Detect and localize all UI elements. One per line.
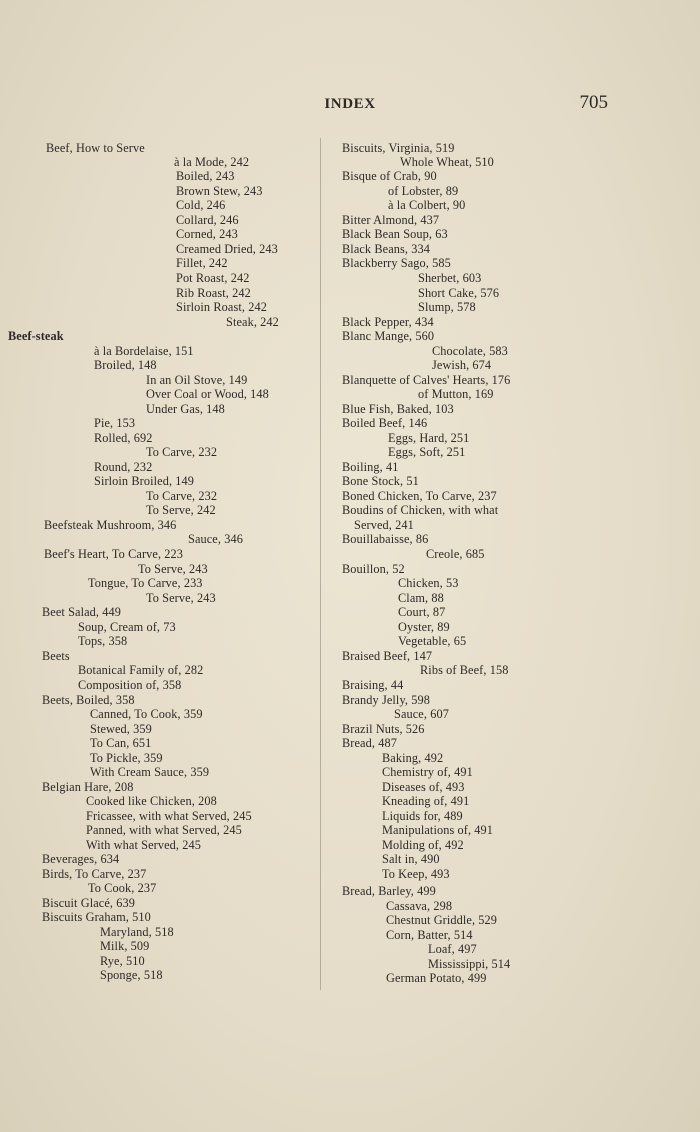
index-entry: To Cook, 237 xyxy=(88,881,157,895)
index-entry: Panned, with what Served, 245 xyxy=(86,823,242,837)
index-entry: Sherbet, 603 xyxy=(418,271,482,285)
index-entry: Sponge, 518 xyxy=(100,968,163,982)
index-entry: Beets xyxy=(42,649,70,663)
index-entry: Boudins of Chicken, with what xyxy=(342,503,499,517)
index-entry: à la Colbert, 90 xyxy=(388,198,466,212)
index-entry: Kneading of, 491 xyxy=(382,794,470,808)
index-entry: Black Pepper, 434 xyxy=(342,315,434,329)
index-entry: To Serve, 243 xyxy=(138,562,208,576)
index-entry: Beet Salad, 449 xyxy=(42,605,122,619)
index-entry: Bitter Almond, 437 xyxy=(342,213,440,227)
index-entry: Broiled, 148 xyxy=(94,358,157,372)
index-entry: Black Bean Soup, 63 xyxy=(342,227,448,241)
index-entry: Biscuit Glacé, 639 xyxy=(42,896,135,910)
index-entry: Creamed Dried, 243 xyxy=(176,242,278,256)
index-entry: Fricassee, with what Served, 245 xyxy=(86,809,252,823)
index-entry: Biscuits, Virginia, 519 xyxy=(342,141,455,155)
index-entry: Rye, 510 xyxy=(100,954,145,968)
index-entry: Mississippi, 514 xyxy=(428,957,511,971)
index-entry: Collard, 246 xyxy=(176,213,239,227)
index-entry: Milk, 509 xyxy=(100,939,150,953)
index-entry: To Serve, 243 xyxy=(146,591,216,605)
index-entry: Bouillon, 52 xyxy=(342,562,405,576)
index-entry: Short Cake, 576 xyxy=(418,286,500,300)
index-entry: Loaf, 497 xyxy=(428,942,477,956)
index-entry: Cold, 246 xyxy=(176,198,226,212)
index-entry: Tops, 358 xyxy=(78,634,128,648)
index-entry: of Lobster, 89 xyxy=(388,184,459,198)
index-entry: Blanquette of Calves' Hearts, 176 xyxy=(342,373,511,387)
index-entry: Chicken, 53 xyxy=(398,576,459,590)
index-entry: Clam, 88 xyxy=(398,591,444,605)
index-entry: Corn, Batter, 514 xyxy=(386,928,473,942)
index-entry: Maryland, 518 xyxy=(100,925,174,939)
index-entry: à la Mode, 242 xyxy=(174,155,250,169)
index-entry: Eggs, Soft, 251 xyxy=(388,445,466,459)
index-entry: Court, 87 xyxy=(398,605,446,619)
index-entry: Over Coal or Wood, 148 xyxy=(146,387,269,401)
index-entry: Birds, To Carve, 237 xyxy=(42,867,147,881)
index-entry: Bisque of Crab, 90 xyxy=(342,169,437,183)
index-entry: Beef's Heart, To Carve, 223 xyxy=(44,547,184,561)
index-entry: Creole, 685 xyxy=(426,547,485,561)
index-entry: Cassava, 298 xyxy=(386,899,453,913)
index-entry: Sirloin Broiled, 149 xyxy=(94,474,195,488)
index-entry: Boiled Beef, 146 xyxy=(342,416,428,430)
index-entry: Stewed, 359 xyxy=(90,722,152,736)
index-entry: Biscuits Graham, 510 xyxy=(42,910,151,924)
index-entry: à la Bordelaise, 151 xyxy=(94,344,194,358)
index-entry: Beets, Boiled, 358 xyxy=(42,693,135,707)
index-entry: Blue Fish, Baked, 103 xyxy=(342,402,454,416)
index-entry: Salt in, 490 xyxy=(382,852,440,866)
index-entry: Sirloin Roast, 242 xyxy=(176,300,267,314)
index-entry: Braised Beef, 147 xyxy=(342,649,433,663)
index-entry: Bone Stock, 51 xyxy=(342,474,419,488)
index-entry: Brandy Jelly, 598 xyxy=(342,693,430,707)
index-entry: Chocolate, 583 xyxy=(432,344,508,358)
index-entry: Whole Wheat, 510 xyxy=(400,155,494,169)
index-entry: Liquids for, 489 xyxy=(382,809,463,823)
index-entry: To Serve, 242 xyxy=(146,503,216,517)
index-entry: With Cream Sauce, 359 xyxy=(90,765,210,779)
index-entry: Botanical Family of, 282 xyxy=(78,663,204,677)
index-entry: Tongue, To Carve, 233 xyxy=(88,576,203,590)
index-entry: Chestnut Griddle, 529 xyxy=(386,913,498,927)
index-entry: Soup, Cream of, 73 xyxy=(78,620,176,634)
index-entry: Under Gas, 148 xyxy=(146,402,225,416)
index-entry: Oyster, 89 xyxy=(398,620,450,634)
index-entry: Slump, 578 xyxy=(418,300,476,314)
index-entry: To Carve, 232 xyxy=(146,489,218,503)
index-entry: of Mutton, 169 xyxy=(418,387,494,401)
index-entry: Chemistry of, 491 xyxy=(382,765,473,779)
index-entry: Sauce, 346 xyxy=(188,532,243,546)
index-entry: Bouillabaisse, 86 xyxy=(342,532,429,546)
index-entry: Blanc Mange, 560 xyxy=(342,329,435,343)
index-entry: To Carve, 232 xyxy=(146,445,218,459)
index-entry: With what Served, 245 xyxy=(86,838,201,852)
index-entry: Sauce, 607 xyxy=(394,707,449,721)
index-entry: Beef, How to Serve xyxy=(46,141,145,155)
index-entry: In an Oil Stove, 149 xyxy=(146,373,248,387)
index-entry: Blackberry Sago, 585 xyxy=(342,256,451,270)
index-entry: Bread, Barley, 499 xyxy=(342,884,436,898)
index-entry: Round, 232 xyxy=(94,460,153,474)
index-entry: Boiling, 41 xyxy=(342,460,399,474)
index-entry: Beefsteak Mushroom, 346 xyxy=(44,518,177,532)
index-entry: To Can, 651 xyxy=(90,736,152,750)
index-entry: To Keep, 493 xyxy=(382,867,450,881)
index-entry: Ribs of Beef, 158 xyxy=(420,663,509,677)
column-divider xyxy=(320,138,321,990)
index-entry: Diseases of, 493 xyxy=(382,780,465,794)
index-entry: Cooked like Chicken, 208 xyxy=(86,794,217,808)
index-entry: Pot Roast, 242 xyxy=(176,271,250,285)
index-entry: Braising, 44 xyxy=(342,678,404,692)
page-title: INDEX xyxy=(324,96,376,112)
index-entry: Bread, 487 xyxy=(342,736,397,750)
index-entry: Vegetable, 65 xyxy=(398,634,467,648)
index-entry: Molding of, 492 xyxy=(382,838,464,852)
index-entry: Steak, 242 xyxy=(226,315,279,329)
page-number: 705 xyxy=(579,92,608,113)
index-entry: Boned Chicken, To Carve, 237 xyxy=(342,489,497,503)
index-entry: To Pickle, 359 xyxy=(90,751,163,765)
index-entry: Jewish, 674 xyxy=(432,358,492,372)
index-entry: Beef-steak xyxy=(8,329,64,343)
index-entry: Corned, 243 xyxy=(176,227,238,241)
index-entry: Composition of, 358 xyxy=(78,678,182,692)
index-entry: Black Beans, 334 xyxy=(342,242,431,256)
index-entry: Served, 241 xyxy=(354,518,414,532)
index-entry: Rolled, 692 xyxy=(94,431,153,445)
index-entry: Pie, 153 xyxy=(94,416,136,430)
index-entry: Belgian Hare, 208 xyxy=(42,780,134,794)
index-entry: Fillet, 242 xyxy=(176,256,228,270)
index-entry: Baking, 492 xyxy=(382,751,444,765)
index-entry: Eggs, Hard, 251 xyxy=(388,431,470,445)
index-entry: Beverages, 634 xyxy=(42,852,120,866)
index-entry: Canned, To Cook, 359 xyxy=(90,707,203,721)
index-entry: Rib Roast, 242 xyxy=(176,286,251,300)
index-entry: German Potato, 499 xyxy=(386,971,487,985)
index-entry: Boiled, 243 xyxy=(176,169,235,183)
index-entry: Brazil Nuts, 526 xyxy=(342,722,425,736)
index-entry: Brown Stew, 243 xyxy=(176,184,263,198)
index-entry: Manipulations of, 491 xyxy=(382,823,494,837)
